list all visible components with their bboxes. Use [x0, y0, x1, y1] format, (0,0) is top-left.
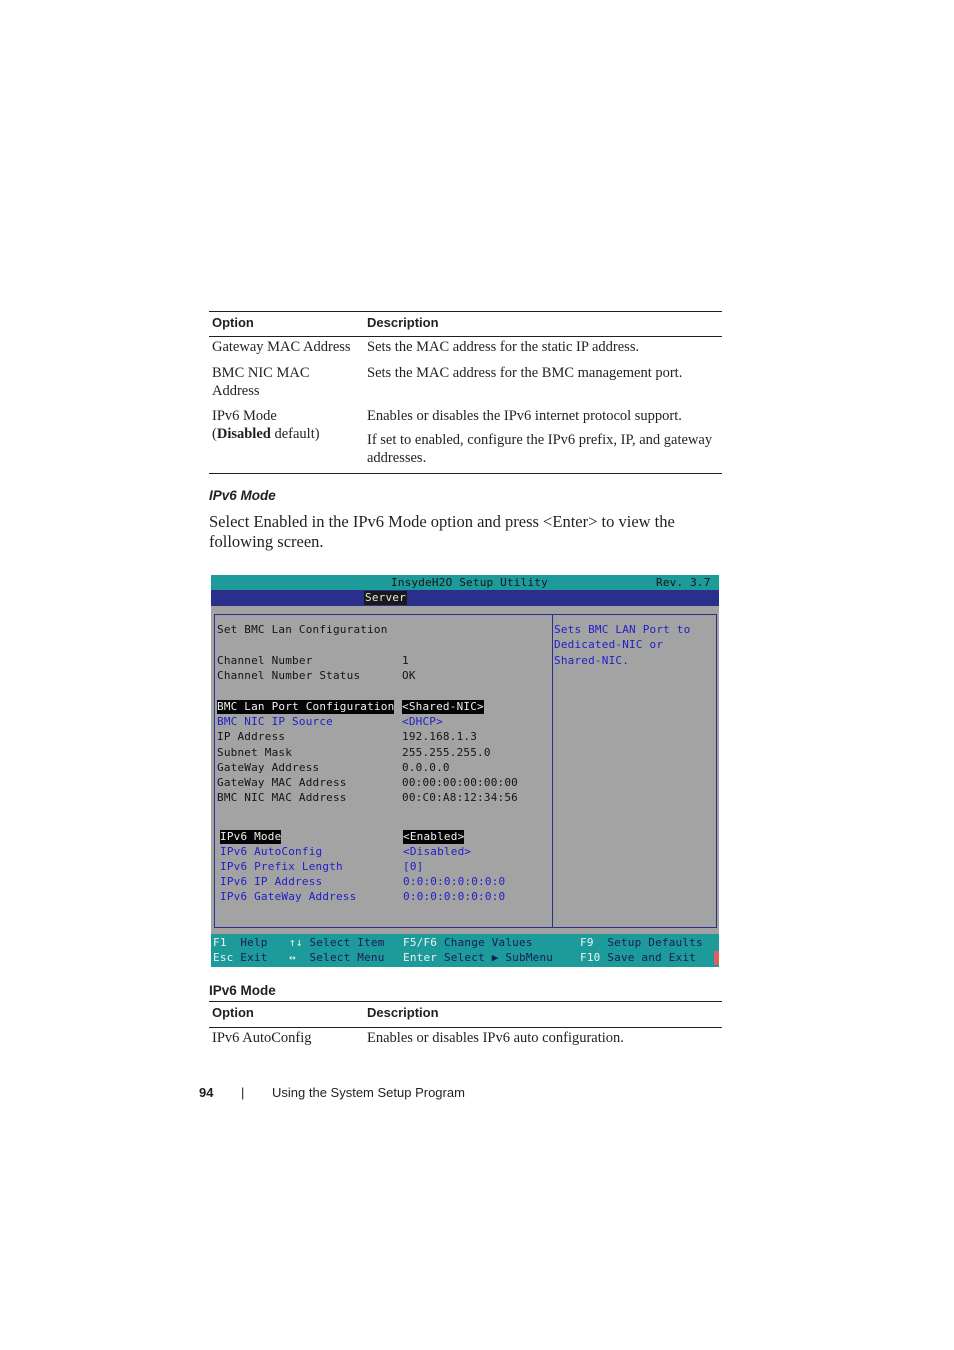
footer-separator: |	[241, 1085, 245, 1100]
table-bottom-rule	[209, 473, 722, 474]
paren-open: (	[212, 426, 217, 442]
page-number: 94	[199, 1085, 214, 1100]
footer-f1-key: F1	[213, 936, 227, 949]
footer-f5f6-key: F5/F6	[403, 936, 438, 949]
footer-updown	[289, 936, 385, 950]
footer-esc-key: Esc	[213, 951, 234, 964]
bios-ipv6-ip-address-label[interactable]: IPv6 IP Address	[220, 875, 323, 888]
row-ipv6-mode-option-line1: IPv6 Mode	[212, 408, 277, 424]
bios-help-line3: Shared-NIC.	[554, 654, 630, 667]
bios-channel-status-label: Channel Number Status	[217, 669, 361, 682]
row-gateway-mac-option: Gateway MAC Address	[212, 339, 351, 355]
table2-header-description: Description	[367, 1005, 439, 1020]
bios-subnet-mask-value: 255.255.255.0	[402, 746, 491, 759]
footer-f5f6	[403, 936, 533, 950]
bios-ipv6-mode-label[interactable]: IPv6 Mode	[220, 830, 282, 843]
table2-header-rule	[209, 1027, 722, 1028]
bios-bmc-nic-mac-label: BMC NIC MAC Address	[217, 791, 347, 804]
footer-f10-text: Save and Exit	[607, 951, 696, 964]
bios-ipv6-prefix-length-value[interactable]: [0]	[403, 860, 424, 873]
footer-title: Using the System Setup Program	[272, 1085, 465, 1100]
footer-f9	[580, 936, 703, 950]
ipv6-options-table	[209, 1001, 722, 1051]
intro-paragraph-line1: Select Enabled in the IPv6 Mode option and press <Enter> to view the	[209, 512, 675, 531]
footer-f5f6-text: Change Values	[443, 936, 533, 949]
header-option: Option	[212, 315, 254, 330]
footer-enter	[403, 951, 553, 965]
bios-ipv6-autoconfig-value[interactable]: <Disabled>	[403, 845, 472, 858]
intro-paragraph-line2: following screen.	[209, 532, 324, 551]
bios-divider	[552, 614, 553, 927]
bios-menu-bar	[211, 590, 719, 606]
bios-gateway-mac-value: 00:00:00:00:00:00	[402, 776, 518, 789]
bios-heading: Set BMC Lan Configuration	[217, 623, 388, 636]
bios-gateway-address-label: GateWay Address	[217, 761, 320, 774]
footer-esc	[213, 951, 268, 965]
row-bmc-nic-mac-desc: Sets the MAC address for the BMC management port.	[367, 365, 683, 381]
footer-enter-key: Enter	[403, 951, 438, 964]
bios-lan-port-config-value[interactable]: <Shared-NIC>	[402, 700, 484, 713]
bios-ip-address-label: IP Address	[217, 730, 286, 743]
bios-gateway-address-value: 0.0.0.0	[402, 761, 450, 774]
footer-f1	[213, 936, 268, 950]
footer-f9-text: Setup Defaults	[607, 936, 703, 949]
footer-updown-key: ↑↓	[289, 936, 303, 949]
footer-f10	[580, 951, 696, 965]
bios-help-line1: Sets BMC LAN Port to	[554, 623, 691, 636]
table-top-rule	[209, 311, 722, 312]
header-rule	[209, 336, 722, 337]
footer-updown-text: Select Item	[309, 936, 385, 949]
table2-top-rule	[209, 1001, 722, 1002]
footer-leftright-key: ↔	[289, 951, 296, 964]
figure-caption: IPv6 Mode	[209, 983, 276, 998]
footer-leftright-text: Select Menu	[309, 951, 385, 964]
bios-channel-status-value: OK	[402, 669, 416, 682]
bios-lan-port-config-label[interactable]: BMC Lan Port Configuration	[217, 700, 395, 713]
row-ipv6-mode-desc2-line2: addresses.	[367, 450, 427, 466]
footer-f1-text: Help	[240, 936, 268, 949]
bios-nic-ip-source-label[interactable]: BMC NIC IP Source	[217, 715, 333, 728]
row-ipv6-mode-option-line2	[212, 425, 320, 443]
footer-leftright	[289, 951, 385, 965]
bios-ipv6-gateway-value[interactable]: 0:0:0:0:0:0:0:0	[403, 890, 506, 903]
bios-channel-number-value: 1	[402, 654, 409, 667]
footer-f9-key: F9	[580, 936, 594, 949]
bios-ipv6-ip-address-value[interactable]: 0:0:0:0:0:0:0:0	[403, 875, 506, 888]
bios-ipv6-autoconfig-label[interactable]: IPv6 AutoConfig	[220, 845, 323, 858]
row-bmc-nic-mac-option-line1: BMC NIC MAC	[212, 365, 310, 381]
table2-header-option: Option	[212, 1005, 254, 1020]
footer-enter-text: Select ▶ SubMenu	[443, 951, 554, 964]
bios-subnet-mask-label: Subnet Mask	[217, 746, 293, 759]
row-ipv6-mode-desc1: Enables or disables the IPv6 internet protocol support.	[367, 408, 682, 424]
footer-f10-key: F10	[580, 951, 601, 964]
bios-help-line2: Dedicated-NIC or	[554, 638, 664, 651]
default-suffix: default)	[270, 426, 320, 442]
bios-ipv6-prefix-length-label[interactable]: IPv6 Prefix Length	[220, 860, 343, 873]
table2-row-option: IPv6 AutoConfig	[212, 1030, 312, 1046]
row-bmc-nic-mac-option-line2: Address	[212, 383, 260, 399]
section-heading: IPv6 Mode	[209, 488, 276, 503]
bios-bmc-nic-mac-value: 00:C0:A8:12:34:56	[402, 791, 518, 804]
row-gateway-mac-desc: Sets the MAC address for the static IP address.	[367, 339, 640, 355]
header-description: Description	[367, 315, 439, 330]
bios-channel-number-label: Channel Number	[217, 654, 313, 667]
bios-ip-address-value: 192.168.1.3	[402, 730, 478, 743]
footer-red-marker	[714, 951, 719, 965]
bios-ipv6-mode-value[interactable]: <Enabled>	[403, 830, 465, 843]
table2-row-desc: Enables or disables IPv6 auto configuration.	[367, 1030, 624, 1046]
bios-ipv6-gateway-label[interactable]: IPv6 GateWay Address	[220, 890, 357, 903]
bios-nic-ip-source-value[interactable]: <DHCP>	[402, 715, 443, 728]
bios-tab-server[interactable]: Server	[365, 591, 406, 604]
bios-revision: Rev. 3.7	[656, 576, 711, 589]
bios-title: InsydeH2O Setup Utility	[391, 576, 548, 589]
default-value: Disabled	[216, 426, 271, 442]
options-table	[209, 311, 722, 475]
bios-gateway-mac-label: GateWay MAC Address	[217, 776, 347, 789]
bios-setup-screenshot	[211, 575, 719, 967]
footer-esc-text: Exit	[240, 951, 268, 964]
row-ipv6-mode-desc2-line1: If set to enabled, configure the IPv6 prefix, IP, and gateway	[367, 432, 713, 448]
